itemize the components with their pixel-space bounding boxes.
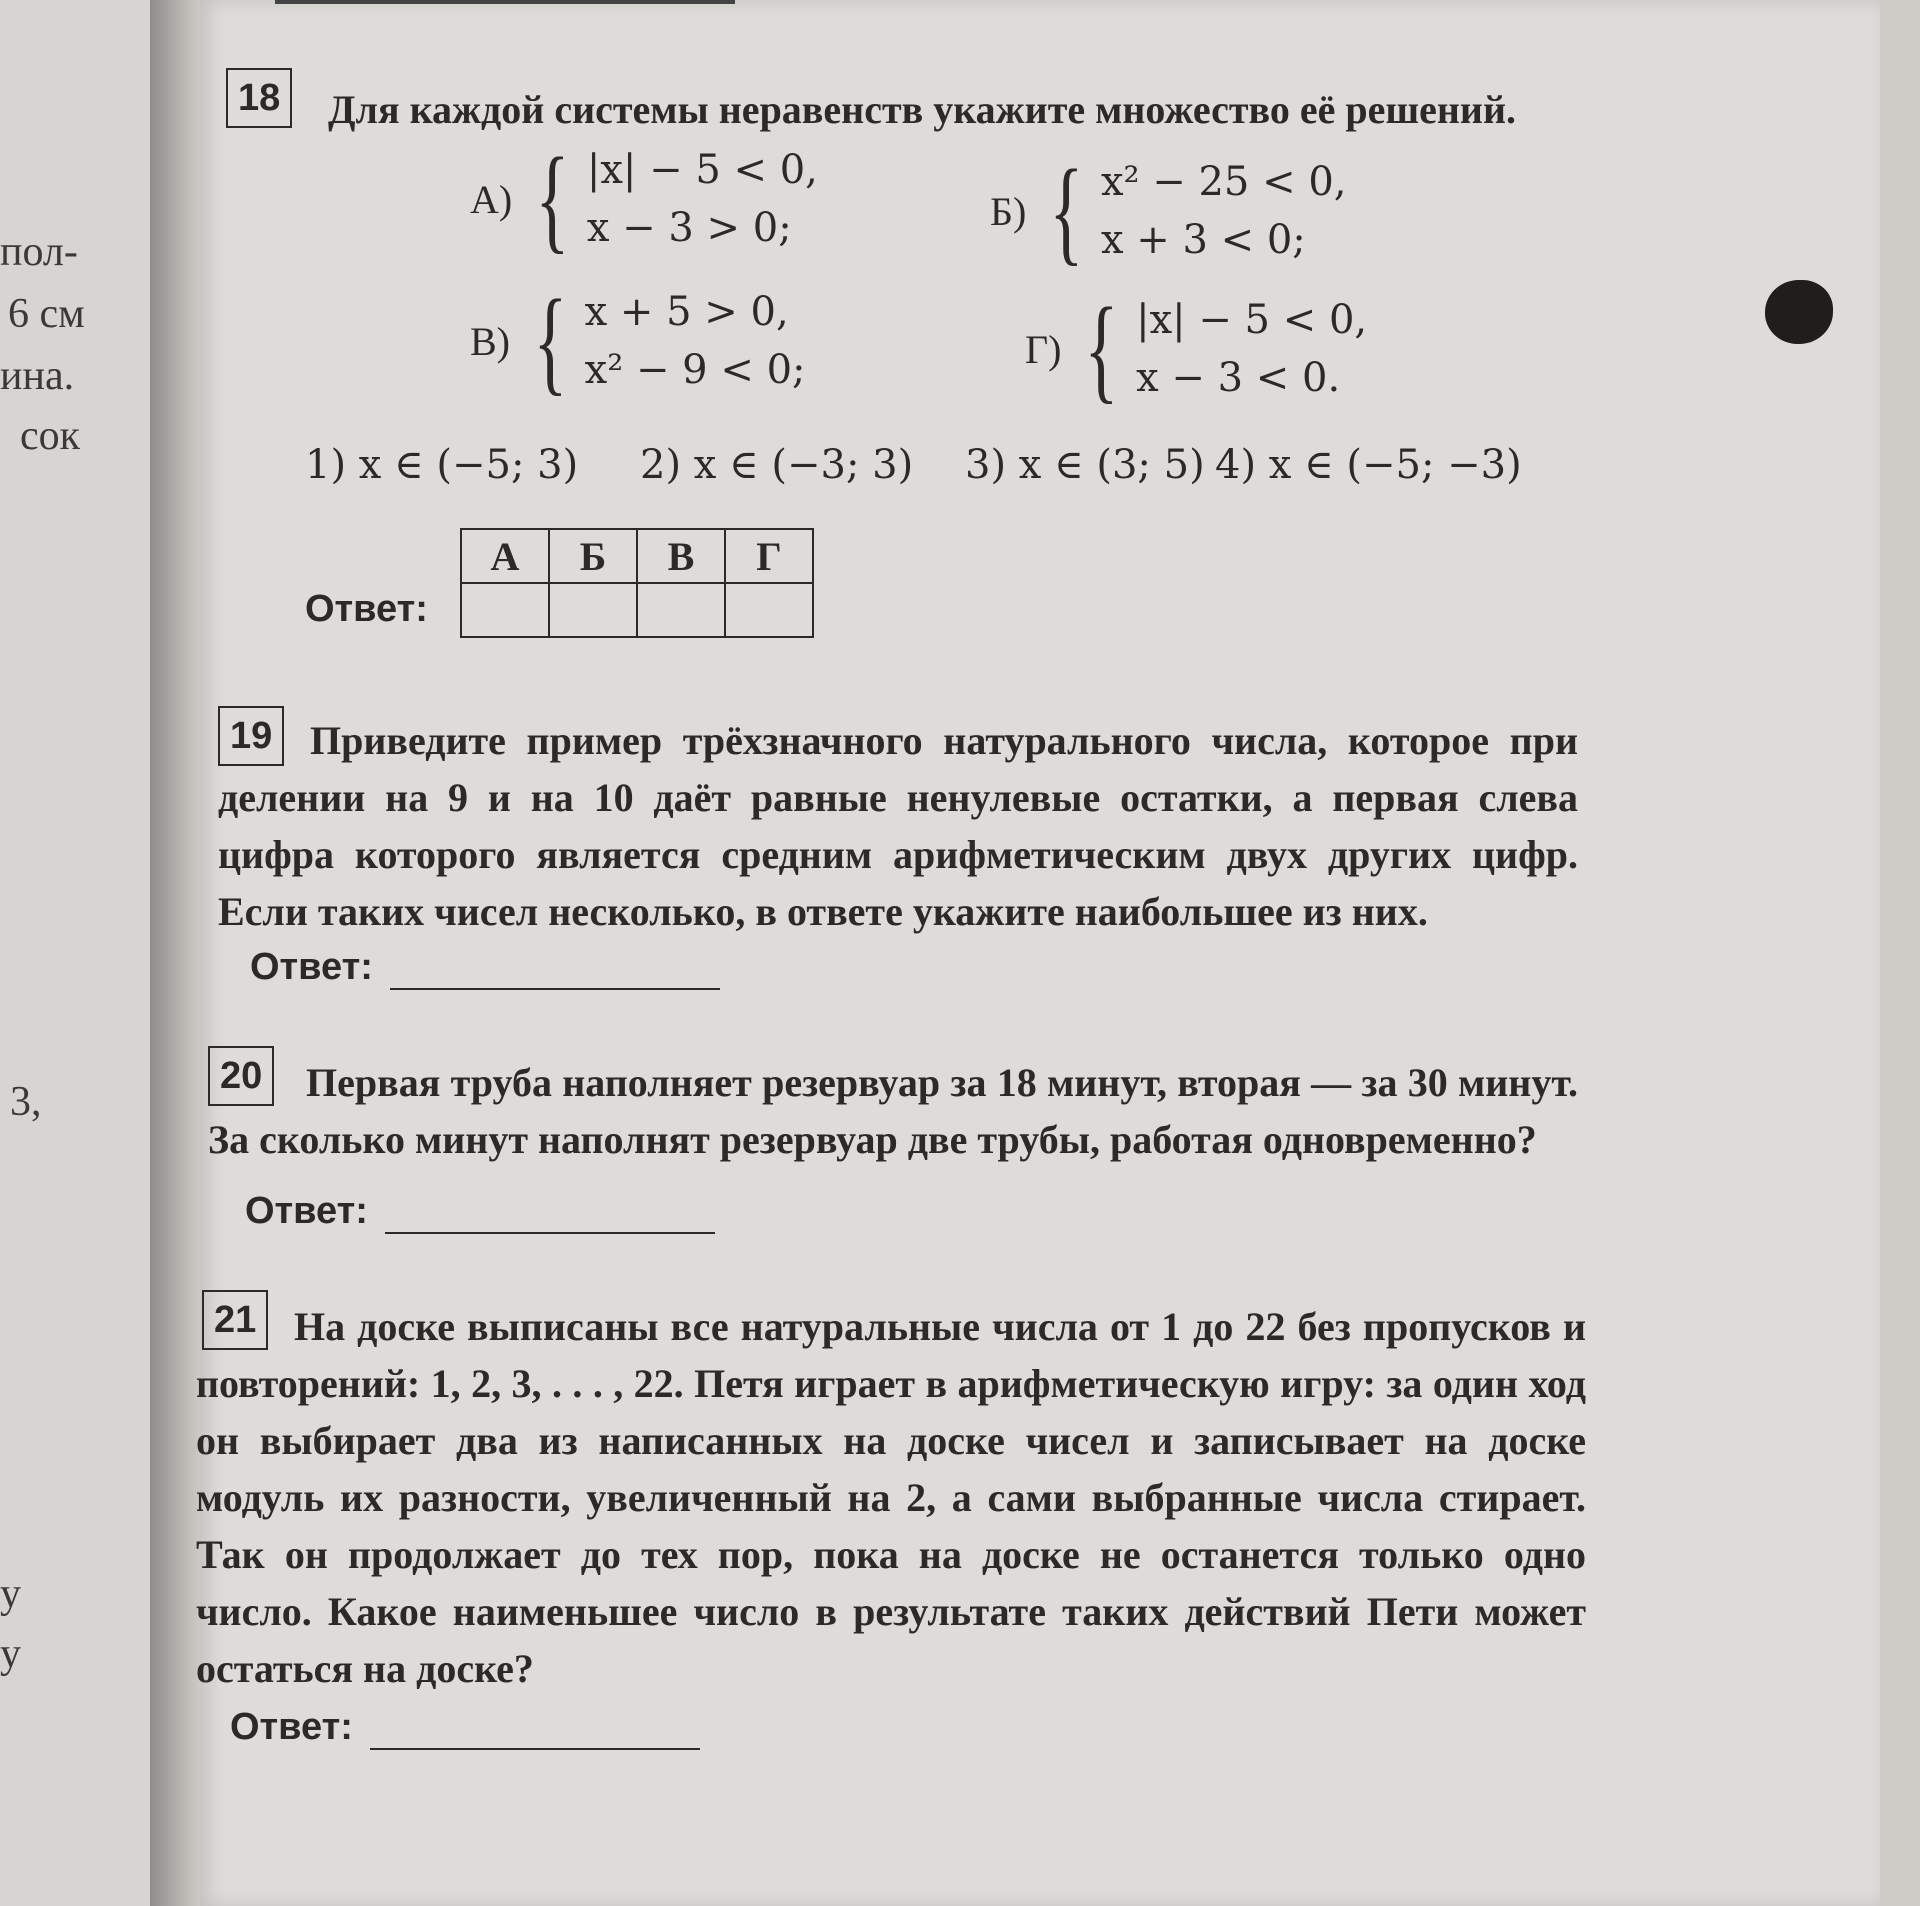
- left-page-fragment: у: [0, 1571, 21, 1617]
- answer-cell-v[interactable]: [637, 583, 725, 637]
- system-line: x − 3 < 0.: [1136, 355, 1341, 401]
- left-page-fragment: сок: [20, 413, 81, 459]
- inequality-system-v: [470, 275, 806, 406]
- answer-line[interactable]: [390, 988, 720, 990]
- option-4: 4) x ∈ (−5; −3): [1215, 442, 1522, 488]
- system-label: В): [470, 318, 510, 364]
- left-page: [0, 0, 150, 1906]
- table-header-g: Г: [725, 529, 813, 583]
- brace-icon: {: [535, 133, 570, 264]
- system-line: x − 3 > 0;: [586, 205, 792, 251]
- problem-number: 18: [226, 68, 292, 128]
- system-label: Б): [990, 188, 1027, 234]
- system-line: x + 3 < 0;: [1100, 217, 1306, 263]
- left-page-fragment: 3,: [10, 1079, 42, 1125]
- option-1: 1) x ∈ (−5; 3): [305, 442, 579, 488]
- problem-number: 20: [208, 1046, 274, 1106]
- answer-label: Ответ:: [245, 1190, 368, 1232]
- left-page-fragment: 6 см: [8, 291, 85, 337]
- system-label: А): [470, 176, 513, 222]
- problem-text: На доске выписаны все натуральные числа от 1 до 22 без пропусков и повторений: 1, 2, 3, . . . , 22. Петя играет в арифметическую игру: за один ход он выбирает два из написанных на доске чисел и записывает на доске модуль их разности, увеличенный на 2, а сами выбранные числа стирает. Так он продолжает до тех пор, пока на доске не останется только одно число. Какое наименьшее число в результате таких действий Пети может остаться на доске?: [196, 1304, 1586, 1691]
- table-header-v: В: [637, 529, 725, 583]
- system-line: x² − 25 < 0,: [1100, 159, 1347, 205]
- brace-icon: {: [533, 275, 568, 406]
- brace-icon: {: [1049, 145, 1084, 276]
- inequality-system-a: [470, 133, 818, 264]
- system-line: |x| − 5 < 0,: [586, 147, 818, 193]
- answer-table: [460, 528, 814, 638]
- inequality-system-b: [990, 145, 1347, 276]
- answer-cell-g[interactable]: [725, 583, 813, 637]
- ink-stain: [1765, 280, 1833, 344]
- answer-label: Ответ:: [230, 1706, 353, 1748]
- option-2: 2) x ∈ (−3; 3): [640, 442, 914, 488]
- table-header-a: А: [461, 529, 549, 583]
- problem-heading: Для каждой системы неравенств укажите множество её решений.: [328, 87, 1517, 132]
- problem-number: 19: [218, 706, 284, 766]
- top-rule: [275, 0, 735, 4]
- problem-text: Приведите пример трёхзначного натурального числа, которое при делении на 9 и на 10 даёт равные ненулевые остатки, а первая слева цифра которого является средним арифметическим двух других цифр. Если таких чисел несколько, в ответе укажите наибольшее из них.: [218, 718, 1578, 934]
- answer-line[interactable]: [370, 1748, 700, 1750]
- table-header-b: Б: [549, 529, 637, 583]
- inequality-system-g: [1025, 283, 1368, 414]
- answer-cell-a[interactable]: [461, 583, 549, 637]
- answer-label: Ответ:: [305, 588, 428, 630]
- book-page: [196, 0, 1880, 1906]
- problem-number: 21: [202, 1290, 268, 1350]
- problem-text: Первая труба наполняет резервуар за 18 минут, вторая — за 30 минут. За сколько минут наполнят резервуар две трубы, работая одновременно?: [208, 1060, 1578, 1162]
- option-3: 3) x ∈ (3; 5): [965, 442, 1205, 488]
- left-page-fragment: ина.: [0, 353, 75, 399]
- brace-icon: {: [1084, 283, 1119, 414]
- answer-label: Ответ:: [250, 946, 373, 988]
- system-line: |x| − 5 < 0,: [1136, 297, 1368, 343]
- left-page-fragment: пол-: [0, 229, 78, 275]
- answer-line[interactable]: [385, 1232, 715, 1234]
- left-page-fragment: у: [0, 1631, 21, 1677]
- answer-cell-b[interactable]: [549, 583, 637, 637]
- system-line: x + 5 > 0,: [584, 289, 789, 335]
- system-line: x² − 9 < 0;: [584, 347, 806, 393]
- page-edge: [1880, 0, 1920, 1906]
- answer-options: [305, 442, 1522, 502]
- system-label: Г): [1025, 326, 1062, 372]
